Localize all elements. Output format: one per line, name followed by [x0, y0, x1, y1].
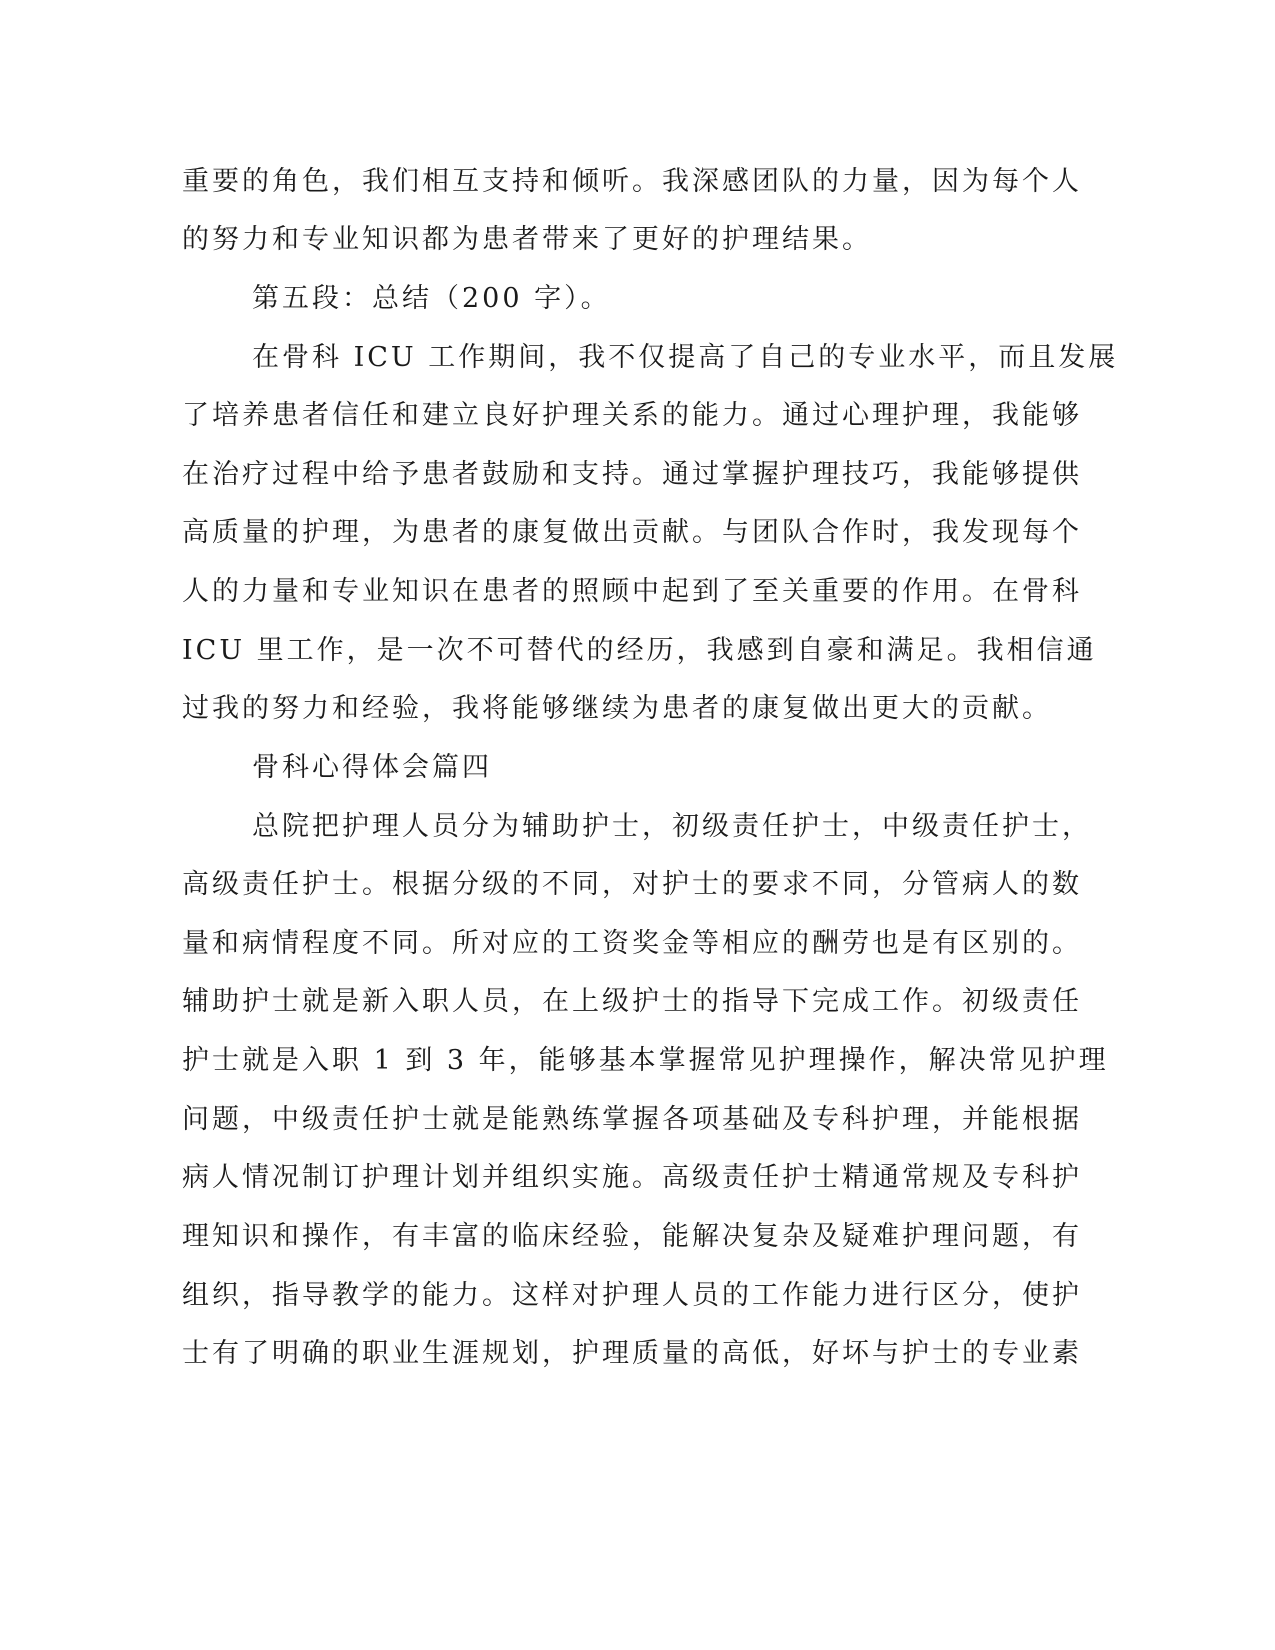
text-line: 人的力量和专业知识在患者的照顾中起到了至关重要的作用。在骨科 — [182, 576, 1082, 607]
text-line: 辅助护士就是新入职人员，在上级护士的指导下完成工作。初级责任 — [182, 986, 1082, 1017]
text-line: 士有了明确的职业生涯规划，护理质量的高低，好坏与护士的专业素 — [182, 1338, 1082, 1369]
text-line: 问题，中级责任护士就是能熟练掌握各项基础及专科护理，并能根据 — [182, 1104, 1082, 1135]
text-line: 总院把护理人员分为辅助护士，初级责任护士，中级责任护士， — [252, 811, 1092, 842]
section-heading: 第五段：总结（200 字）。 — [252, 283, 611, 314]
text-line: 量和病情程度不同。所对应的工资奖金等相应的酬劳也是有区别的。 — [182, 928, 1082, 959]
text-line: ICU 里工作，是一次不可替代的经历，我感到自豪和满足。我相信通 — [182, 635, 1097, 666]
text-line: 重要的角色，我们相互支持和倾听。我深感团队的力量，因为每个人 — [182, 166, 1082, 197]
text-line: 的努力和专业知识都为患者带来了更好的护理结果。 — [182, 224, 872, 255]
text-line: 理知识和操作，有丰富的临床经验，能解决复杂及疑难护理问题，有 — [182, 1221, 1082, 1252]
text-line: 高级责任护士。根据分级的不同，对护士的要求不同，分管病人的数 — [182, 869, 1082, 900]
section-heading: 骨科心得体会篇四 — [252, 752, 492, 783]
text-line: 在治疗过程中给予患者鼓励和支持。通过掌握护理技巧，我能够提供 — [182, 459, 1082, 490]
text-line: 在骨科 ICU 工作期间，我不仅提高了自己的专业水平，而且发展 — [252, 342, 1119, 373]
text-line: 了培养患者信任和建立良好护理关系的能力。通过心理护理，我能够 — [182, 400, 1082, 431]
text-line: 护士就是入职 1 到 3 年，能够基本掌握常见护理操作，解决常见护理 — [182, 1045, 1109, 1076]
text-line: 过我的努力和经验，我将能够继续为患者的康复做出更大的贡献。 — [182, 693, 1052, 724]
text-line: 病人情况制订护理计划并组织实施。高级责任护士精通常规及专科护 — [182, 1162, 1082, 1193]
text-line: 高质量的护理，为患者的康复做出贡献。与团队合作时，我发现每个 — [182, 517, 1082, 548]
text-line: 组织，指导教学的能力。这样对护理人员的工作能力进行区分，使护 — [182, 1280, 1082, 1311]
